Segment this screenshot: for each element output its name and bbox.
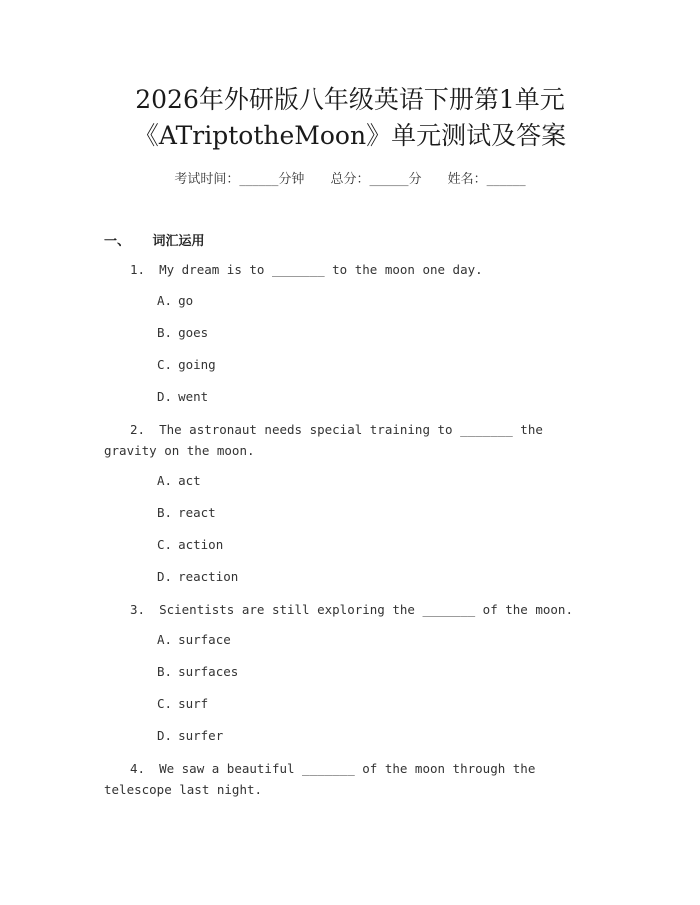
- option-text: went: [178, 389, 209, 404]
- option-letter: B.: [157, 664, 173, 679]
- option-text: going: [178, 357, 216, 372]
- question-4: [104, 758, 590, 800]
- question-number: 1.: [130, 262, 146, 277]
- option-3a: [157, 632, 231, 647]
- question-1: [104, 259, 590, 280]
- section-label: 词汇运用: [152, 234, 205, 249]
- question-text: We saw a beautiful _______ of the moon through the telescope last night.: [104, 761, 536, 797]
- option-letter: B.: [157, 505, 173, 520]
- option-3d: [157, 728, 223, 743]
- option-1b: [157, 325, 208, 340]
- option-text: action: [178, 537, 224, 552]
- option-2b: [157, 505, 216, 520]
- option-text: surface: [178, 632, 231, 647]
- student-name-field: 姓名：______: [447, 172, 526, 187]
- question-text: Scientists are still exploring the _______ of the moon.: [159, 602, 573, 617]
- option-1c: [157, 357, 216, 372]
- section-number: 一、: [104, 234, 131, 249]
- option-text: surf: [178, 696, 209, 711]
- question-text: My dream is to _______ to the moon one day.: [159, 262, 483, 277]
- option-text: go: [178, 293, 194, 308]
- option-2c: [157, 537, 223, 552]
- option-letter: D.: [157, 728, 173, 743]
- document-title-line-2: 《ATriptotheMoon》单元测试及答案: [133, 121, 567, 150]
- option-3b: [157, 664, 238, 679]
- option-letter: A.: [157, 293, 173, 308]
- option-letter: B.: [157, 325, 173, 340]
- option-2a: [157, 473, 201, 488]
- total-score-field: 总分：______分: [330, 172, 422, 187]
- exam-time-field: 考试时间：______分钟: [174, 172, 305, 187]
- option-letter: A.: [157, 473, 173, 488]
- question-number: 4.: [130, 761, 146, 776]
- option-letter: C.: [157, 696, 173, 711]
- question-number: 2.: [130, 422, 146, 437]
- question-number: 3.: [130, 602, 146, 617]
- option-3c: [157, 696, 208, 711]
- question-2: [104, 419, 590, 461]
- option-text: act: [178, 473, 201, 488]
- option-2d: [157, 569, 238, 584]
- option-text: surfer: [178, 728, 224, 743]
- option-letter: C.: [157, 537, 173, 552]
- option-letter: D.: [157, 389, 173, 404]
- exam-info-line: [0, 168, 700, 187]
- question-3: [104, 599, 590, 620]
- option-text: react: [178, 505, 216, 520]
- option-letter: C.: [157, 357, 173, 372]
- option-text: reaction: [178, 569, 239, 584]
- document-title-line-1: 2026年外研版八年级英语下册第1单元: [135, 85, 565, 114]
- option-letter: D.: [157, 569, 173, 584]
- option-1a: [157, 293, 193, 308]
- section-heading: [104, 230, 205, 249]
- option-text: surfaces: [178, 664, 239, 679]
- question-text: The astronaut needs special training to _______ the gravity on the moon.: [104, 422, 543, 458]
- option-1d: [157, 389, 208, 404]
- option-text: goes: [178, 325, 209, 340]
- option-letter: A.: [157, 632, 173, 647]
